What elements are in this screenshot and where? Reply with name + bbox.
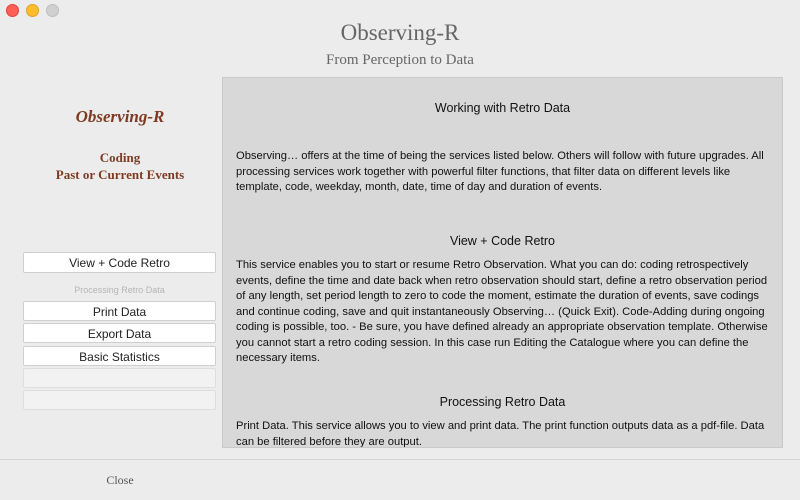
info-text-panel[interactable] bbox=[222, 77, 783, 448]
app-title: Observing-R bbox=[340, 20, 460, 45]
paragraph-print-data: Print Data. This service allows you to view and print data. The print function outputs data as a pdf-file. Data can be filtered before they are output. bbox=[236, 420, 765, 448]
close-button[interactable]: Close bbox=[106, 473, 134, 487]
panel-scrollbar[interactable] bbox=[784, 77, 796, 448]
mode-line-coding: Coding bbox=[99, 150, 141, 165]
empty-slot-button bbox=[23, 368, 216, 388]
processing-section-label: Processing Retro Data bbox=[74, 285, 165, 295]
window-minimize-icon[interactable] bbox=[26, 4, 39, 17]
print-data-button[interactable]: Print Data bbox=[23, 301, 216, 321]
window-maximize-icon[interactable] bbox=[46, 4, 59, 17]
mode-line-events: Past or Current Events bbox=[55, 167, 185, 182]
window-close-icon[interactable] bbox=[6, 4, 19, 17]
heading-processing-retro-data: Processing Retro Data bbox=[439, 395, 566, 409]
app-subtitle: From Perception to Data bbox=[326, 52, 474, 68]
empty-slot-button bbox=[23, 390, 216, 410]
paragraph-services-overview: Observing… offers at the time of being the services listed below. Others will follow with future upgrades. All processing services work together with powerful filter functions, that filter data on different levels like template, code, weekday, month, date, time of day and duration of events. bbox=[236, 150, 764, 193]
sidebar-mode-label bbox=[20, 149, 220, 183]
sidebar-app-name: Observing-R bbox=[75, 107, 165, 126]
paragraph-view-code-retro: This service enables you to start or resume Retro Observation. What you can do: coding retrospectively events, define the time and date back when retro observation should start, define a retro observation period of any length, set period length to zero to code the moment, estimate the duration of events, save codings and continue coding, save and quit instantaneously Observing… (Quick Exit). Code-Adding during ongoing coding is possible, too. - Be sure, you have defined already an appropriate observation template. Otherwise you cannot start a retro coding session. In this case run Editing the Catalogue where you can define the necessary items. bbox=[236, 259, 768, 364]
basic-statistics-button[interactable]: Basic Statistics bbox=[23, 346, 216, 366]
window-controls bbox=[6, 4, 59, 17]
heading-view-code-retro: View + Code Retro bbox=[449, 234, 556, 248]
heading-working-with-retro-data: Working with Retro Data bbox=[434, 101, 571, 115]
footer-divider bbox=[0, 459, 800, 460]
view-code-retro-button[interactable]: View + Code Retro bbox=[23, 252, 216, 273]
export-data-button[interactable]: Export Data bbox=[23, 323, 216, 343]
